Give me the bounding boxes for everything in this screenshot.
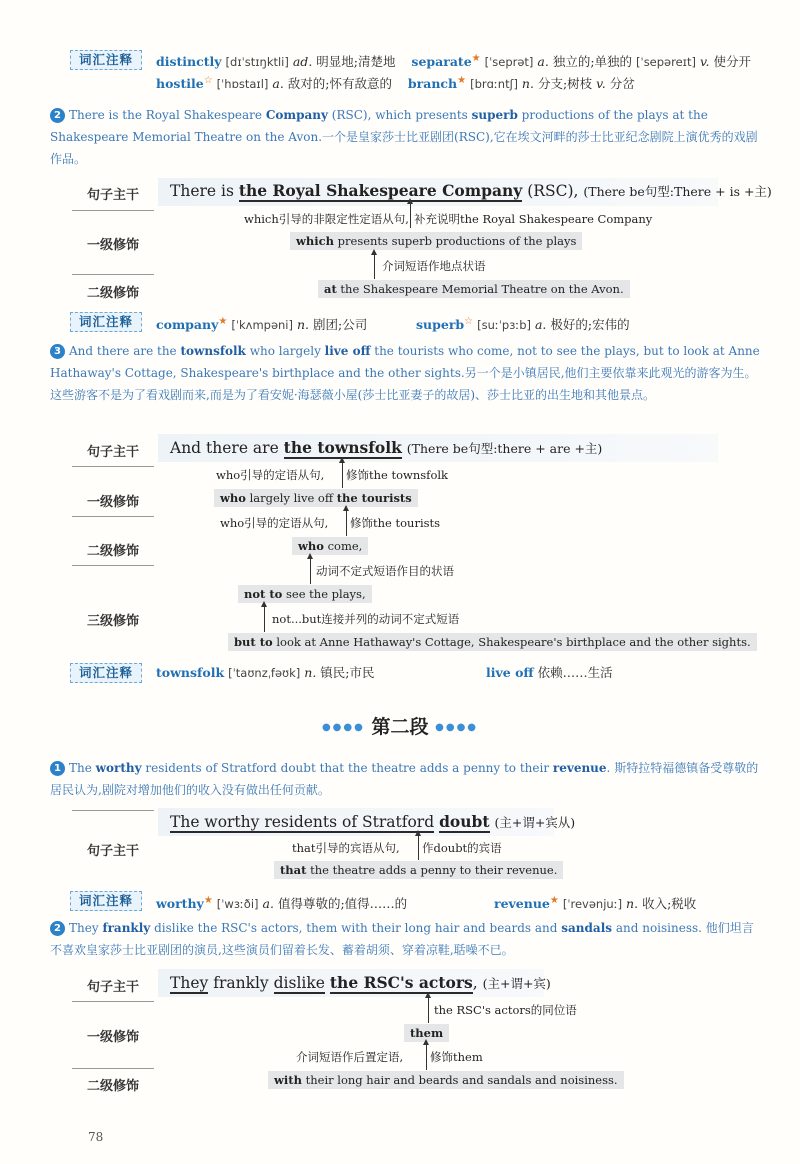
annotation: 作doubt的宾语 — [422, 841, 502, 855]
annotation: 修饰the tourists — [350, 516, 441, 530]
vocab-row: revenue★ [ˈrevənjuː] n. 收入;税收 — [494, 895, 697, 912]
vocab-row: superb☆ [suːˈpɜːb] a. 极好的;宏伟的 — [416, 316, 630, 333]
clause-box: with their long hair and beards and sandals and noisiness. — [268, 1071, 624, 1089]
arrow-up-icon — [428, 997, 429, 1023]
level-label-l1: 一级修饰 — [86, 238, 139, 253]
annotation: which引导的非限定性定语从句, — [244, 212, 409, 226]
clause-box: at the Shakespeare Memorial Theatre on the Avon. — [318, 280, 630, 298]
sentence-main-trunk: They frankly dislike the RSC's actors, (主+谓+宾) — [170, 973, 551, 992]
level-label-l3: 三级修饰 — [86, 614, 139, 629]
vocab-row: distinctly [dɪˈstɪŋktli] ad. 明显地;清楚地 separate★ [ˈseprət] a. 独立的;单独的 [ˈsepəreɪt] v. 使分开 — [156, 53, 752, 70]
vocab-word: branch — [407, 76, 458, 92]
star-icon: ★ — [471, 53, 481, 64]
star-icon: ★ — [549, 895, 559, 906]
annotation: who引导的定语从句, — [220, 516, 329, 530]
arrow-up-icon — [410, 203, 411, 228]
page-number: 78 — [88, 1130, 104, 1144]
annotation: 修饰them — [430, 1050, 483, 1064]
vocab-word: superb — [416, 317, 465, 333]
vocab-word: live off — [486, 665, 534, 680]
annotation: that引导的宾语从句, — [292, 841, 400, 855]
vocab-tag: 词汇注释 — [70, 663, 142, 683]
arrow-up-icon — [346, 510, 347, 536]
vocab-block-1 — [70, 48, 770, 94]
level-label-main: 句子主干 — [86, 980, 139, 995]
vocab-block-2 — [70, 311, 770, 335]
vocab-tag: 词汇注释 — [70, 50, 142, 70]
star-outline-icon: ☆ — [203, 75, 213, 86]
sentence-number-badge: 2 — [50, 921, 65, 936]
sentence-main-trunk: There is the Royal Shakespeare Company (RSC), (There be句型:There + is +主) — [170, 181, 772, 200]
clause-box: who largely live off the tourists — [214, 489, 418, 507]
star-icon: ★ — [457, 75, 467, 86]
vocab-row: hostile☆ [ˈhɒstaɪl] a. 敌对的;怀有敌意的 branch★ [brɑːntʃ] n. 分支;树枝 v. 分岔 — [156, 75, 635, 92]
level-label-main: 句子主干 — [86, 445, 139, 460]
vocab-block-3 — [70, 662, 770, 686]
annotation: who引导的定语从句, — [216, 468, 325, 482]
level-label-main: 句子主干 — [86, 188, 139, 203]
arrow-up-icon — [426, 1044, 427, 1070]
annotation: 修饰the townsfolk — [346, 468, 449, 482]
vocab-word: townsfolk — [156, 665, 225, 680]
sentence-paragraph: 2 They frankly dislike the RSC's actors, them with their long hair and beards and sandals and noisiness. 他们坦言不喜欢皇家莎士比亚剧团的演员,这些演员们留着长发、蓄着胡须、穿着凉鞋,聒噪不已。 — [50, 921, 754, 957]
level-label-l1: 一级修饰 — [86, 495, 139, 510]
vocab-block-4 — [70, 890, 770, 914]
arrow-up-icon — [418, 835, 419, 860]
star-icon: ★ — [218, 316, 228, 327]
arrow-up-icon — [374, 254, 375, 279]
arrow-up-icon — [310, 558, 311, 584]
vocab-word: worthy — [156, 896, 204, 912]
vocab-tag: 词汇注释 — [70, 891, 142, 911]
star-outline-icon: ☆ — [464, 316, 474, 327]
annotation: 补充说明the Royal Shakespeare Company — [414, 212, 653, 226]
vocab-word: company — [156, 317, 219, 333]
vocab-word: revenue — [494, 896, 550, 912]
annotation: 动词不定式短语作目的状语 — [316, 564, 454, 578]
vocab-word: hostile — [156, 76, 204, 92]
vocab-row: townsfolk [ˈtaʊnzˌfəʊk] n. 镇民;市民 — [156, 665, 375, 680]
clause-box: which presents superb productions of the plays — [290, 232, 582, 250]
annotation: 介词短语作后置定语, — [296, 1050, 404, 1064]
sentence-main-trunk: The worthy residents of Stratford doubt (主+谓+宾从) — [170, 812, 576, 831]
sentence-number-badge: 1 — [50, 761, 65, 776]
vocab-row: live off 依赖……生活 — [486, 665, 613, 680]
vocab-word: distinctly — [156, 54, 222, 70]
level-label-l2: 二级修饰 — [86, 544, 139, 559]
dots-decoration-icon: ●●●● — [435, 722, 479, 733]
vocab-tag: 词汇注释 — [70, 312, 142, 332]
vocab-row: company★ [ˈkʌmpəni] n. 剧团;公司 — [156, 316, 368, 333]
sentence-number-badge: 2 — [50, 108, 65, 123]
clause-box: who come, — [292, 537, 368, 555]
arrow-up-icon — [342, 462, 343, 488]
level-label-l2: 二级修饰 — [86, 286, 139, 301]
clause-box: not to see the plays, — [238, 585, 372, 603]
level-label-l2: 二级修饰 — [86, 1079, 139, 1094]
sentence-paragraph: 2 There is the Royal Shakespeare Company (RSC), which presents superb productions of the plays at the Shakespeare Memorial Theatre on the Avon.一个是皇家莎士比亚剧团(RSC),它在埃文河畔的莎士比亚纪念剧院上演优秀的戏剧作品。 — [50, 108, 758, 166]
sentence-number-badge: 3 — [50, 344, 65, 359]
sentence-paragraph: 1 The worthy residents of Stratford doubt that the theatre adds a penny to their revenue. 斯特拉特福德镇备受尊敬的居民认为,剧院对增加他们的收入没有做出任何贡献。 — [50, 761, 759, 797]
sentence-main-trunk: And there are the townsfolk (There be句型:there + are +主) — [170, 438, 603, 457]
clause-box: but to look at Anne Hathaway's Cottage, Shakespeare's birthplace and the other sights. — [228, 633, 757, 651]
vocab-word: separate — [411, 54, 472, 70]
vocab-row: worthy★ [ˈwɜːði] a. 值得尊敬的;值得……的 — [156, 895, 408, 912]
section-heading: ●●●● 第二段 ●●●● — [321, 716, 479, 738]
level-label-main: 句子主干 — [86, 844, 139, 859]
annotation: the RSC's actors的同位语 — [434, 1003, 577, 1017]
clause-box: that the theatre adds a penny to their revenue. — [274, 861, 563, 879]
dots-decoration-icon: ●●●● — [321, 722, 365, 733]
sentence-paragraph: 3 And there are the townsfolk who largely live off the tourists who come, not to see the plays, but to look at Anne Hathaway's Cottage, Shakespeare's birthplace and the other sights.另一个是小镇居民,他们主要依靠来此观光的游客为生。这些游客不是为了看戏剧而来,而是为了看安妮·海瑟薇小屋(莎士比亚妻子的故居)、莎士比亚的出生地和其他景点。 — [50, 344, 760, 402]
annotation: 介词短语作地点状语 — [382, 259, 486, 273]
annotation: not...but连接并列的动词不定式短语 — [272, 612, 460, 626]
level-label-l1: 一级修饰 — [86, 1030, 139, 1045]
star-icon: ★ — [203, 895, 213, 906]
clause-box: them — [404, 1024, 449, 1042]
